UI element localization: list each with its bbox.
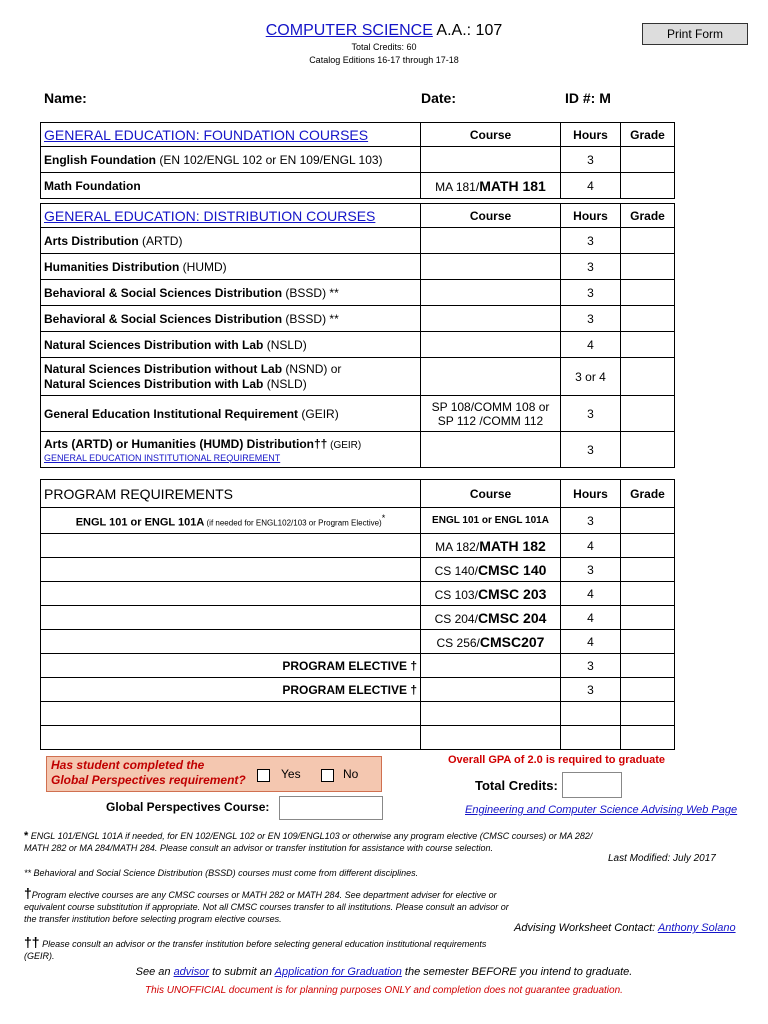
hours-cell: 3: [561, 280, 621, 306]
col-hours: Hours: [561, 123, 621, 147]
graduation-instructions: See an advisor to submit an Application for Graduation the semester BEFORE you intend to graduate.: [135, 966, 633, 978]
course-cell: CS 140/CMSC 140: [421, 558, 561, 582]
course-cell[interactable]: [421, 726, 561, 750]
no-checkbox[interactable]: [321, 769, 334, 782]
hours-cell[interactable]: [561, 702, 621, 726]
grade-cell[interactable]: [621, 280, 675, 306]
grade-cell[interactable]: [621, 173, 675, 199]
name-label: Name:: [44, 90, 87, 106]
row-label: Arts (ARTD) or Humanities (HUMD) Distribution†† (GEIR) GENERAL EDUCATION INSTITUTIONAL REQUIREMENT: [41, 432, 421, 468]
row-label: Humanities Distribution (HUMD): [41, 254, 421, 280]
col-course: Course: [421, 204, 561, 228]
course-cell[interactable]: [421, 280, 561, 306]
grade-cell[interactable]: [621, 630, 675, 654]
total-credits-note: Total Credits: 60: [351, 42, 417, 52]
grade-cell[interactable]: [621, 147, 675, 173]
note-star: * ENGL 101/ENGL 101A if needed, for EN 102/ENGL 102 or EN 109/ENGL103 or otherwise any program elective (CMSC courses) or MA 282/ MATH 282 or MA 284/MATH 284. Please consult an advisor or transfer institution for assistance with course selection.: [24, 830, 593, 853]
course-cell[interactable]: [421, 358, 561, 396]
table-row: [41, 432, 675, 468]
distribution-heading-link[interactable]: GENERAL EDUCATION: DISTRIBUTION COURSES: [44, 207, 376, 224]
course-cell[interactable]: [421, 254, 561, 280]
course-cell[interactable]: [421, 702, 561, 726]
global-perspectives-course-label: Global Perspectives Course:: [106, 800, 270, 814]
hours-cell: 4: [561, 606, 621, 630]
row-label: Natural Sciences Distribution with Lab (NSLD): [41, 332, 421, 358]
table-row: [41, 173, 675, 199]
row-label[interactable]: [41, 606, 421, 630]
row-label: Behavioral & Social Sciences Distribution (BSSD) **: [41, 306, 421, 332]
hours-cell: 3: [561, 654, 621, 678]
grade-cell[interactable]: [621, 726, 675, 750]
contact-link[interactable]: Anthony Solano: [657, 922, 736, 934]
grade-cell[interactable]: [621, 558, 675, 582]
hours-cell: 4: [561, 534, 621, 558]
col-hours: Hours: [561, 480, 621, 508]
hours-cell: 3: [561, 558, 621, 582]
row-label: General Education Institutional Requirement (GEIR): [41, 396, 421, 432]
application-link[interactable]: Application for Graduation: [274, 966, 402, 978]
grade-cell[interactable]: [621, 678, 675, 702]
course-cell[interactable]: [421, 678, 561, 702]
row-label: Math Foundation: [41, 173, 421, 199]
row-label[interactable]: [41, 726, 421, 750]
table-row: [41, 678, 675, 702]
grade-cell[interactable]: [621, 432, 675, 468]
row-label: Natural Sciences Distribution without Lab (NSND) or Natural Sciences Distribution with Lab (NSLD): [41, 358, 421, 396]
program-link[interactable]: COMPUTER SCIENCE: [265, 22, 433, 39]
total-credits-input[interactable]: [562, 772, 622, 798]
grade-cell[interactable]: [621, 332, 675, 358]
global-perspectives-question: Has student completed the Global Perspectives requirement?: [51, 758, 246, 787]
yes-checkbox[interactable]: [257, 769, 270, 782]
advising-contact: Advising Worksheet Contact: Anthony Solano: [514, 922, 736, 934]
hours-cell: 3: [561, 432, 621, 468]
yes-label: Yes: [281, 767, 301, 781]
course-cell: CS 103/CMSC 203: [421, 582, 561, 606]
hours-cell: 3: [561, 678, 621, 702]
note-double-star: ** Behavioral and Social Science Distribution (BSSD) courses must come from different disciplines.: [24, 868, 419, 878]
table-row: [41, 654, 675, 678]
hours-cell: 3: [561, 147, 621, 173]
course-cell: CS 256/CMSC207: [421, 630, 561, 654]
global-perspectives-box: [46, 756, 382, 792]
row-label: English Foundation (EN 102/ENGL 102 or EN 109/ENGL 103): [41, 147, 421, 173]
grade-cell[interactable]: [621, 254, 675, 280]
hours-cell: 3: [561, 254, 621, 280]
row-label: Arts Distribution (ARTD): [41, 228, 421, 254]
hours-cell: 4: [561, 630, 621, 654]
table-row: [41, 630, 675, 654]
row-label[interactable]: [41, 558, 421, 582]
grade-cell[interactable]: [621, 358, 675, 396]
hours-cell: 3: [561, 306, 621, 332]
grade-cell[interactable]: [621, 534, 675, 558]
hours-cell: 3: [561, 508, 621, 534]
note-dagger: †Program elective courses are any CMSC courses or MATH 282 or MATH 284. See department adviser for elective or equivalent course substitution if appropriate. Not all CMSC courses transfer to all institutions. Please consult an advisor or the transfer institution before selecting program elective courses.: [24, 885, 509, 924]
advisor-link[interactable]: advisor: [173, 966, 210, 978]
table-row: [41, 558, 675, 582]
disclaimer: This UNOFFICIAL document is for planning purposes ONLY and completion does not guarantee graduation.: [145, 985, 623, 996]
table-row: [41, 396, 675, 432]
table-row: [41, 702, 675, 726]
course-cell: MA 182/MATH 182: [421, 534, 561, 558]
table-row: [41, 534, 675, 558]
catalog-editions: Catalog Editions 16-17 through 17-18: [309, 55, 459, 65]
row-label: ENGL 101 or ENGL 101A (if needed for ENGL102/103 or Program Elective)*: [41, 508, 421, 534]
col-hours: Hours: [561, 204, 621, 228]
note-double-dagger: †† Please consult an advisor or the transfer institution before selecting general education institutional requirements (GEIR).: [24, 934, 487, 961]
course-cell: CS 204/CMSC 204: [421, 606, 561, 630]
hours-cell: 4: [561, 173, 621, 199]
date-label: Date:: [421, 90, 457, 106]
table-row: [41, 147, 675, 173]
hours-cell[interactable]: [561, 726, 621, 750]
table-row: [41, 228, 675, 254]
table-row: [41, 280, 675, 306]
course-cell[interactable]: [421, 432, 561, 468]
row-label[interactable]: [41, 630, 421, 654]
grade-cell[interactable]: [621, 606, 675, 630]
hours-cell: 3: [561, 228, 621, 254]
row-label[interactable]: [41, 702, 421, 726]
no-label: No: [343, 767, 359, 781]
grade-cell[interactable]: [621, 702, 675, 726]
col-grade: Grade: [621, 123, 675, 147]
program-code: A.A.: 107: [432, 22, 503, 39]
last-modified: Last Modified: July 2017: [608, 853, 716, 864]
foundation-heading: [41, 123, 421, 147]
foundation-table: [40, 122, 675, 199]
program-table: [40, 479, 675, 750]
course-cell: SP 108/COMM 108 or SP 112 /COMM 112: [421, 396, 561, 432]
total-credits-label: Total Credits:: [475, 778, 558, 793]
table-row: [41, 606, 675, 630]
col-course: Course: [421, 123, 561, 147]
course-cell: MA 181/MATH 181: [421, 173, 561, 199]
grade-cell[interactable]: [621, 396, 675, 432]
grade-cell[interactable]: [621, 654, 675, 678]
row-label: Behavioral & Social Sciences Distribution (BSSD) **: [41, 280, 421, 306]
col-course: Course: [421, 480, 561, 508]
hours-cell: 4: [561, 582, 621, 606]
table-row: [41, 306, 675, 332]
grade-cell[interactable]: [621, 508, 675, 534]
geir-link[interactable]: GENERAL EDUCATION INSTITUTIONAL REQUIREMENT: [44, 452, 281, 463]
course-cell: ENGL 101 or ENGL 101A: [421, 508, 561, 534]
course-cell[interactable]: [421, 654, 561, 678]
grade-cell[interactable]: [621, 228, 675, 254]
id-label: ID #: M: [565, 90, 611, 106]
col-grade: Grade: [621, 480, 675, 508]
col-grade: Grade: [621, 204, 675, 228]
course-cell[interactable]: [421, 147, 561, 173]
row-label[interactable]: [41, 582, 421, 606]
grade-cell[interactable]: [621, 582, 675, 606]
table-row: [41, 726, 675, 750]
course-cell[interactable]: [421, 332, 561, 358]
hours-cell: 4: [561, 332, 621, 358]
table-row: [41, 582, 675, 606]
program-elective-label: PROGRAM ELECTIVE †: [41, 678, 421, 702]
table-row: [41, 508, 675, 534]
table-row: [41, 358, 675, 396]
table-row: [41, 332, 675, 358]
gpa-note: Overall GPA of 2.0 is required to graduate: [448, 754, 666, 766]
distribution-table: [40, 203, 675, 468]
distribution-heading: [41, 204, 421, 228]
global-perspectives-course-input[interactable]: [279, 796, 383, 820]
print-form-button[interactable]: Print Form: [642, 23, 748, 45]
advising-web-page-link[interactable]: Engineering and Computer Science Advising Web Page: [465, 804, 738, 816]
program-elective-label: PROGRAM ELECTIVE †: [41, 654, 421, 678]
row-label[interactable]: [41, 534, 421, 558]
table-row: [41, 254, 675, 280]
course-cell[interactable]: [421, 306, 561, 332]
course-cell[interactable]: [421, 228, 561, 254]
hours-cell: 3: [561, 396, 621, 432]
program-heading: PROGRAM REQUIREMENTS: [41, 480, 421, 508]
hours-cell: 3 or 4: [561, 358, 621, 396]
grade-cell[interactable]: [621, 306, 675, 332]
foundation-heading-link[interactable]: GENERAL EDUCATION: FOUNDATION COURSES: [44, 126, 369, 143]
